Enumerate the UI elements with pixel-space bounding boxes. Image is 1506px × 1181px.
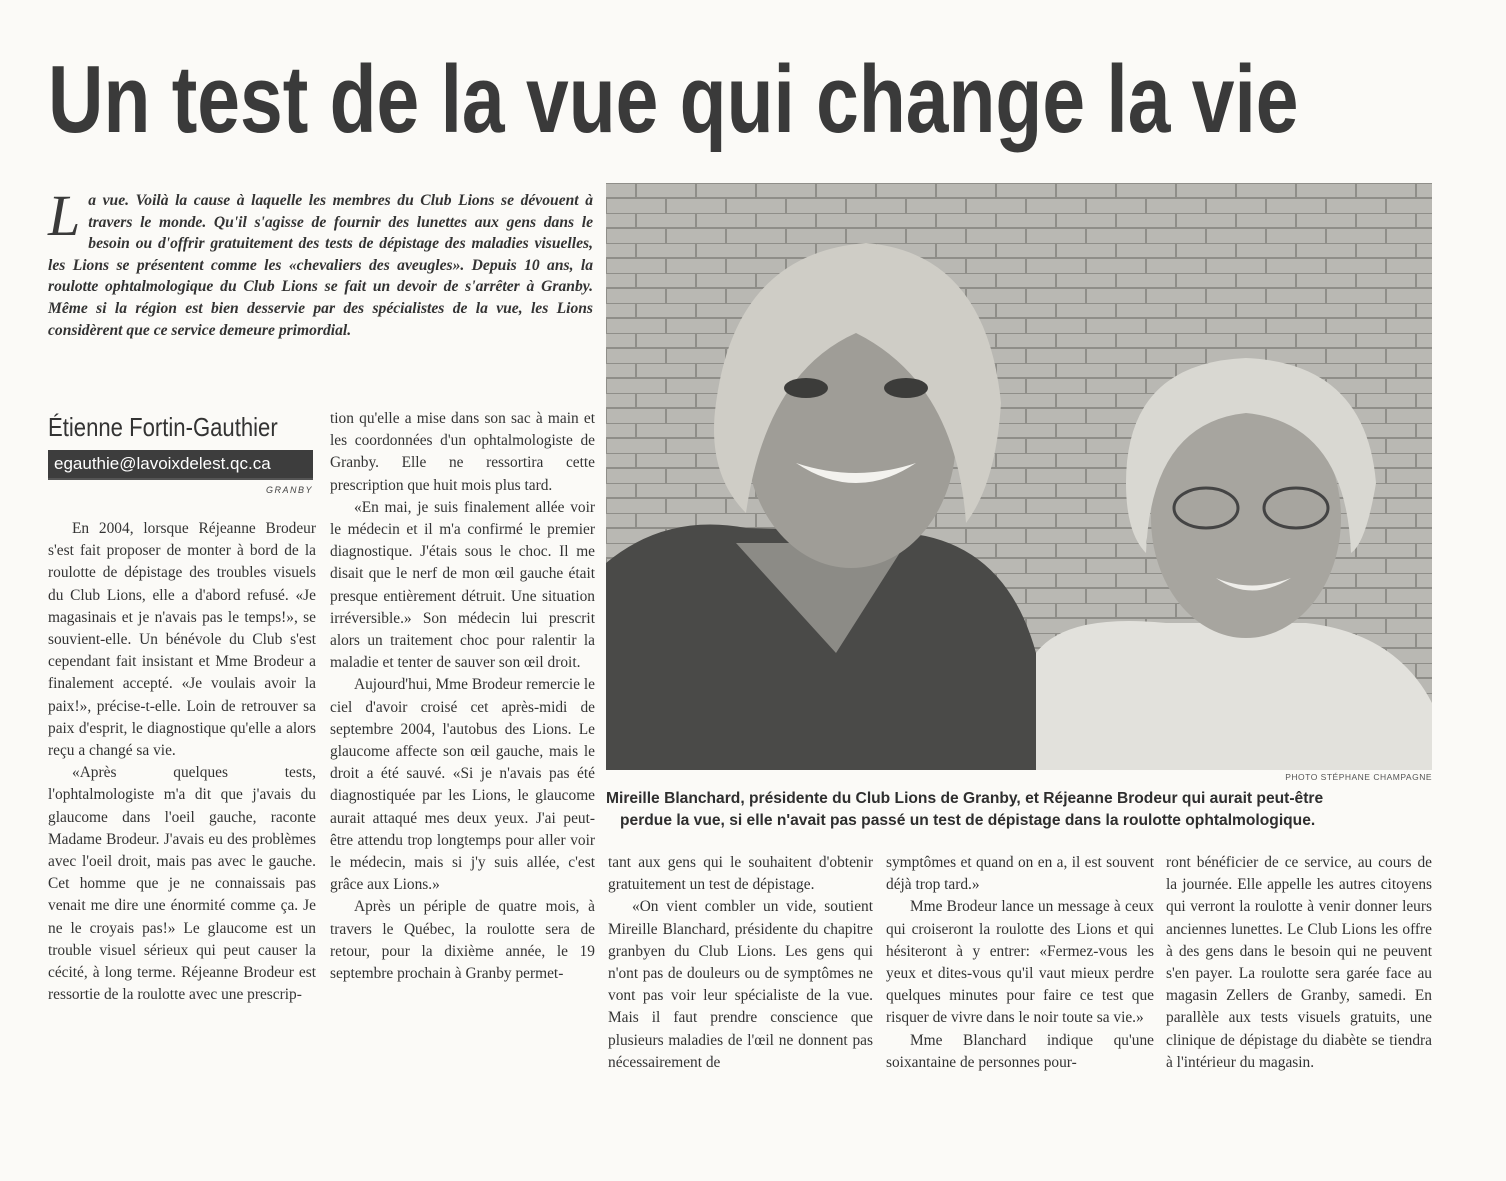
lede-paragraph — [48, 183, 593, 341]
caption-line-1: Mireille Blanchard, présidente du Club Lions de Granby, et Réjeanne Brodeur qui aurait peut-être — [606, 790, 1324, 807]
photo — [606, 183, 1432, 770]
byline-rule — [48, 478, 313, 480]
body-paragraph: «En mai, je suis finalement allée voir le médecin et il m'a confirmé le premier diagnostique. J'étais sous le choc. Il me disait que le nerf de mon œil gauche était presque entièrement détruit. Une situation irréversible.» Son médecin lui prescrit alors un traitement choc pour ralentir la maladie et tenter de sauver son œil droit. — [330, 498, 595, 672]
drop-cap: L — [48, 183, 81, 248]
body-paragraph: Aujourd'hui, Mme Brodeur remercie le ciel d'avoir croisé cet après-midi de septembre 2004, l'autobus des Lions. Le glaucome affecte son œil gauche, mais le droit a été sauvé. «Si je n'avais pas été diagnostiquée par les Lions, le glaucome aurait attaqué mes deux yeux. J'ai peut-être attendu trop longtemps pour aller voir le médecin, mais si j'y suis allée, c'est grâce aux Lions.» — [330, 676, 595, 894]
byline-author: Étienne Fortin-Gauthier — [48, 412, 278, 442]
body-paragraph: Mme Blanchard indique qu'une soixantaine de personnes pour- — [886, 1031, 1154, 1071]
body-paragraph: symptômes et quand on en a, il est souvent déjà trop tard.» — [886, 854, 1154, 894]
body-column-3 — [608, 852, 873, 1074]
body-paragraph: En 2004, lorsque Réjeanne Brodeur s'est fait proposer de monter à bord de la roulotte de dépistage des troubles visuels du Club Lions, elle a d'abord refusé. «Je magasinais et je n'avais pas le temps!», se souvient-elle. Un bénévole du Club s'est cependant fait insistant et Mme Brodeur a finalement accepté. «Je voulais avoir la paix!», précise-t-elle. Loin de retrouver sa paix d'esprit, le diagnostique qu'elle a alors reçu a changé sa vie. — [48, 520, 316, 760]
body-column-2 — [330, 408, 595, 985]
body-column-5 — [1166, 852, 1432, 1074]
body-paragraph: ront bénéficier de ce service, au cours de la journée. Elle appelle les autres citoyens qui verront la roulotte à venir donner leurs anciennes lunettes. Le Club Lions les offre à des gens dans le besoin qui ne peuvent s'en payer. La roulotte sera garée face au magasin Zellers de Granby, samedi. En parallèle aux tests visuels gratuits, une clinique de dépistage du diabète se tiendra à l'intérieur du magasin. — [1166, 854, 1432, 1071]
caption-line-2: perdue la vue, si elle n'avait pas passé un test de dépistage dans la roulotte ophtalmologique. — [620, 812, 1316, 829]
dateline: GRANBY — [265, 485, 313, 495]
body-column-1 — [48, 518, 316, 1006]
body-paragraph: tion qu'elle a mise dans son sac à main et les coordonnées d'un ophtalmologiste de Granby. Elle ne ressortira cette prescription que huit mois plus tard. — [330, 410, 595, 494]
headline: Un test de la vue qui change la vie — [48, 46, 1299, 153]
lede-text: a vue. Voilà la cause à laquelle les membres du Club Lions se dévouent à travers le monde. Qu'il s'agisse de fournir des lunettes aux gens dans le besoin ou d'offrir gratuitement des tests de dépistage des maladies visuelles, les Lions se présentent comme les «chevaliers des aveugles». Depuis 10 ans, la roulotte ophtalmologique du Club Lions se fait un devoir de s'arrêter à Granby. Même si la région est bien desservie par des spécialistes de la vue, les Lions considèrent que ce service demeure primordial. — [48, 192, 593, 339]
photo-caption — [606, 788, 1432, 832]
body-paragraph: «Après quelques tests, l'ophtalmologiste m'a dit que j'avais du glaucome dans l'oeil gauche, raconte Madame Brodeur. J'avais eu des problèmes avec l'oeil droit, mais pas avec le gauche. Cet homme que je ne connaissais pas venait me dire une énormité comme ça. Je ne le croyais pas!» Le glaucome est un trouble visuel sérieux qui peut causer la cécité, à long terme. Réjeanne Brodeur est ressortie de la roulotte avec une prescrip- — [48, 764, 316, 1004]
photo-credit: PHOTO STÉPHANE CHAMPAGNE — [1285, 772, 1432, 782]
byline-email: egauthie@lavoixdelest.qc.ca — [48, 450, 313, 478]
body-paragraph: Mme Brodeur lance un message à ceux qui croiseront la roulotte des Lions et qui hésiteront à y entrer: «Fermez-vous les yeux et dites-vous qu'il vaut mieux perdre quelques minutes pour faire ce test que risquer de vivre dans le noir toute sa vie.» — [886, 898, 1154, 1027]
body-paragraph: «On vient combler un vide, soutient Mireille Blanchard, présidente du chapitre granbyen du Club Lions. Les gens qui n'ont pas de douleurs ou de symptômes ne vont pas voir leur spécialiste de la vue. Mais il faut prendre conscience que plusieurs maladies de l'œil ne donnent pas nécessairement de — [608, 898, 873, 1071]
body-column-4 — [886, 852, 1154, 1074]
body-paragraph: tant aux gens qui le souhaitent d'obtenir gratuitement un test de dépistage. — [608, 854, 873, 894]
body-paragraph: Après un périple de quatre mois, à travers le Québec, la roulotte sera de retour, pour la dixième année, le 19 septembre prochain à Granby permet- — [330, 898, 595, 983]
photo-illustration — [606, 183, 1432, 770]
